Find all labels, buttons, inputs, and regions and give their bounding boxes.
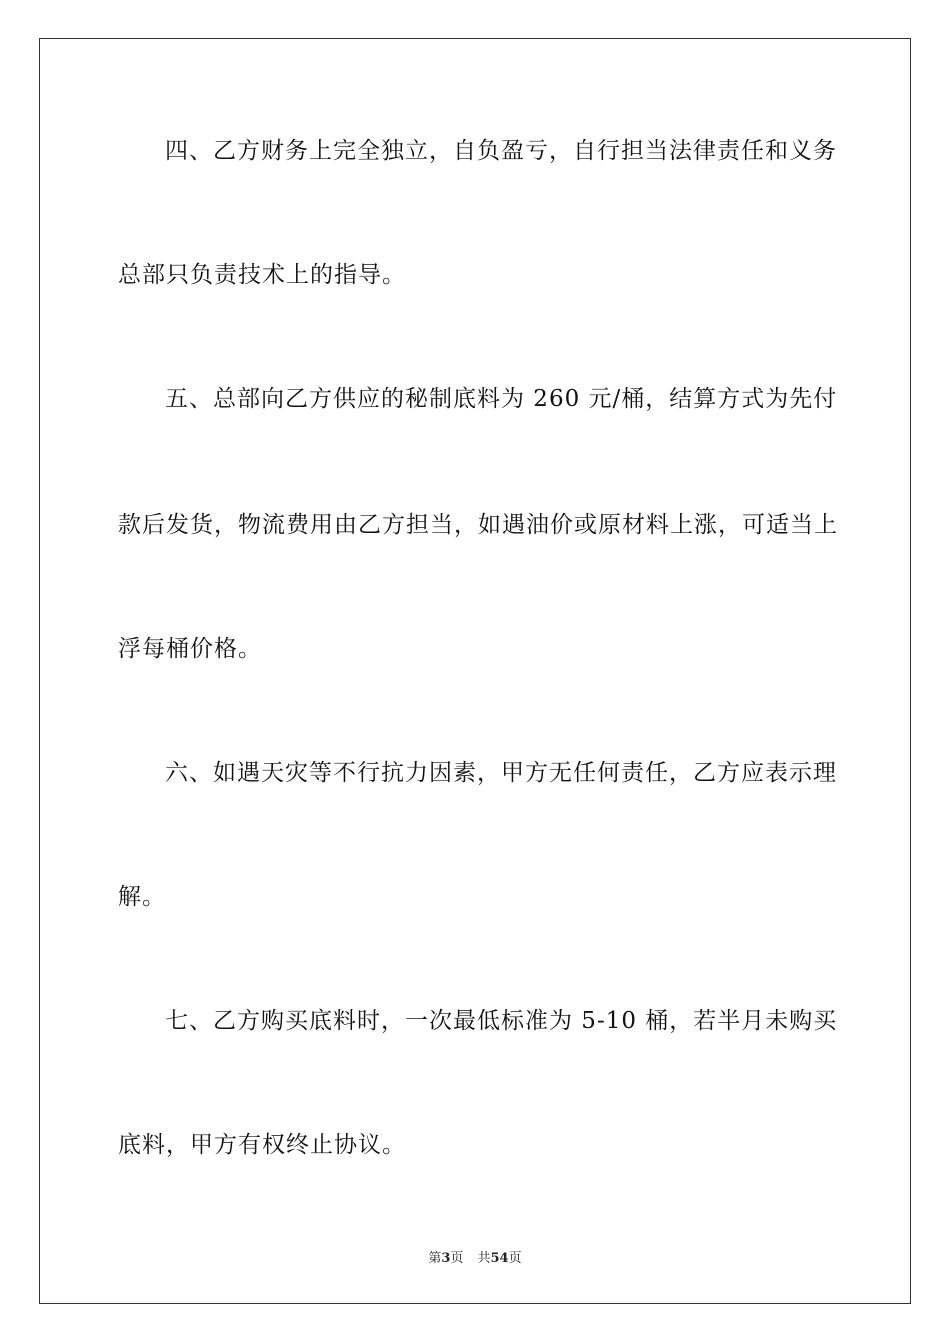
- page-footer: [0, 1247, 950, 1266]
- paragraph-4-line-1: 四、乙方财务上完全独立，自负盈亏，自行担当法律责任和义务: [165, 138, 837, 164]
- footer-total-prefix: 共: [477, 1251, 491, 1266]
- paragraph-6-line-2: 解。: [118, 884, 166, 910]
- footer-total-pages: 54: [490, 1251, 509, 1266]
- paragraph-4-line-2: 总部只负责技术上的指导。: [118, 262, 406, 288]
- footer-total-suffix: 页: [508, 1251, 522, 1266]
- paragraph-5-line-1: 五、总部向乙方供应的秘制底料为 260 元/桶，结算方式为先付: [165, 386, 838, 412]
- footer-page-suffix: 页: [450, 1251, 464, 1266]
- paragraph-5-line-3: 浮每桶价格。: [118, 636, 262, 662]
- paragraph-6-line-1: 六、如遇天灾等不行抗力因素，甲方无任何责任，乙方应表示理: [165, 760, 837, 786]
- paragraph-7-line-2: 底料，甲方有权终止协议。: [118, 1132, 406, 1158]
- paragraph-7-line-1: 七、乙方购买底料时，一次最低标准为 5-10 桶，若半月未购买: [165, 1008, 838, 1034]
- page-border: [39, 38, 911, 1304]
- footer-page-number: 3: [441, 1251, 451, 1266]
- paragraph-5-line-2: 款后发货，物流费用由乙方担当，如遇油价或原材料上涨，可适当上: [118, 512, 838, 538]
- footer-page-prefix: 第: [428, 1251, 442, 1266]
